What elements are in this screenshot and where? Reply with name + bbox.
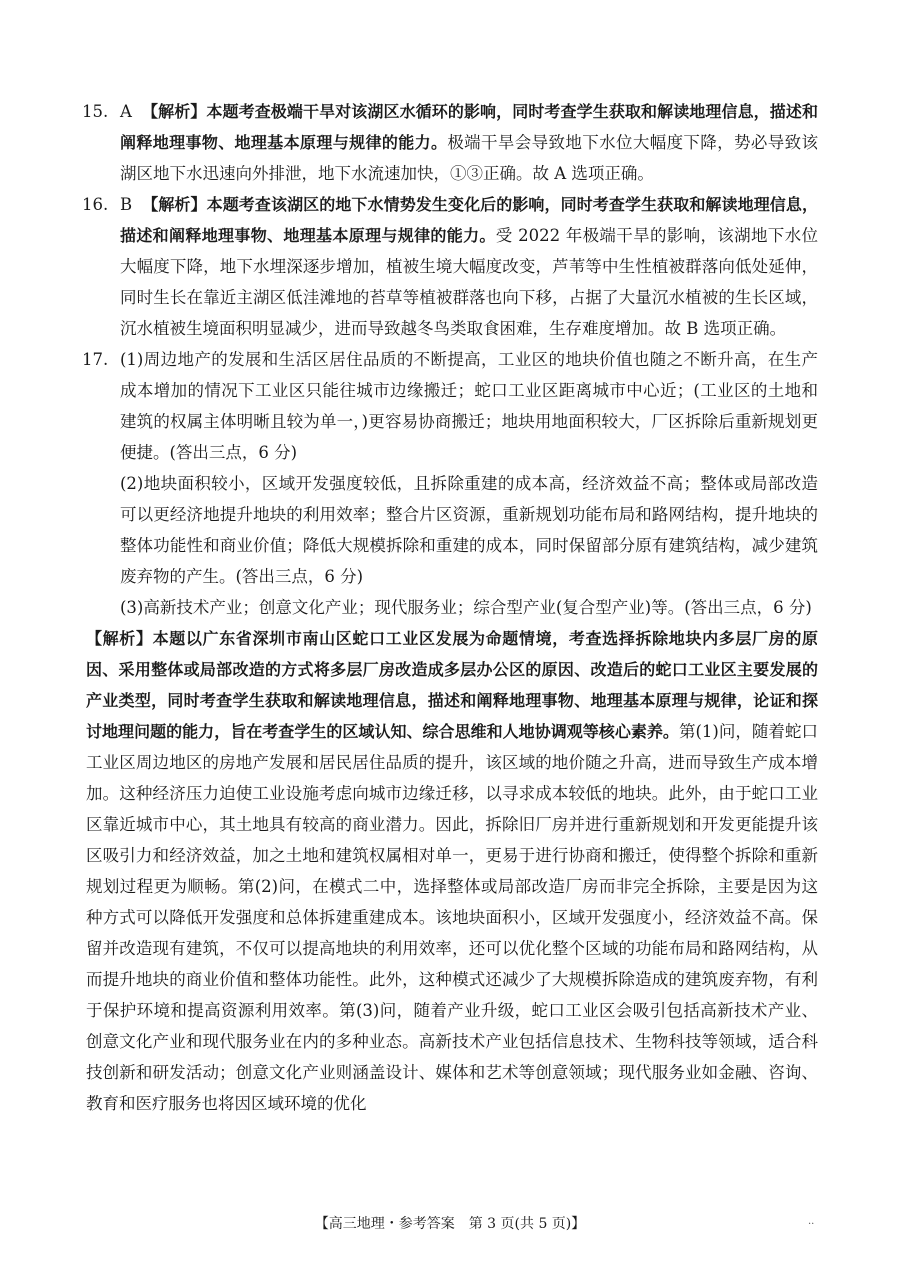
- question-15-explanation: [82, 96, 818, 189]
- question-17-part-1: [82, 344, 818, 468]
- answer-letter: B: [120, 195, 133, 214]
- analysis-tag: 【解析】: [142, 195, 207, 214]
- corner-mark: ..: [808, 1216, 815, 1227]
- analysis-bold-text: 本题考查极端干旱对该湖区水循环的影响，同时考查学生获取和解读地理信息，描述和阐释地理事物、地理基本原理与规律的能力。: [120, 102, 818, 152]
- answer-content: [82, 96, 818, 1119]
- question-17-part-2: (2)地块面积较小，区域开发强度较低，且拆除重建的成本高，经济效益不高；整体或局部改造可以更经济地提升地块的利用效率；整合片区资源，重新规划功能布局和路网结构，提升地块的整体功能性和商业价值；降低大规模拆除和重建的成本，同时保留部分原有建筑结构，减少建筑废弃物的产生。(答出三点，6 分): [120, 474, 818, 586]
- question-number: 16.: [82, 195, 109, 214]
- question-number: 17.: [82, 350, 109, 369]
- analysis-text: 极端干旱会导致地下水位大幅度下降，势必导致该湖区地下水迅速向外排泄，地下水流速加快，①③正确。故 A 选项正确。: [120, 133, 818, 183]
- question-17-explanation: [86, 623, 818, 1119]
- analysis-bold-text: 本题以广东省深圳市南山区蛇口工业区发展为命题情境，考查选择拆除地块内多层厂房的原因、采用整体或局部改造的方式将多层厂房改造成多层办公区的原因、改造后的蛇口工业区主要发展的产业类型，同时考查学生获取和解读地理信息，描述和阐释地理事物、地理基本原理与规律，论证和探讨地理问题的能力，旨在考查学生的区域认知、综合思维和人地协调观等核心素养。: [86, 629, 818, 741]
- analysis-tag: 【解析】: [141, 102, 207, 121]
- question-number: 15.: [82, 102, 109, 121]
- answer-letter: A: [120, 102, 132, 121]
- page-footer: 【高三地理・参考答案 第 3 页(共 5 页)】: [314, 1216, 586, 1232]
- analysis-text: 受 2022 年极端干旱的影响，该湖地下水位大幅度下降，地下水埋深逐步增加，植被生境大幅度改变，芦苇等中生性植被群落向低处延伸，同时生长在靠近主湖区低洼滩地的苔草等植被群落也向下移，占据了大量沉水植被的生长区域，沉水植被生境面积明显减少，进而导致越冬鸟类取食困难，生存难度增加。故 B 选项正确。: [120, 226, 818, 338]
- analysis-text: 第(1)问，随着蛇口工业区周边地区的房地产发展和居民居住品质的提升，该区域的地价随之升高，进而导致生产成本增加。这种经济压力迫使工业设施考虑向城市边缘迁移，以寻求成本较低的地块。此外，由于蛇口工业区靠近城市中心，其土地具有较高的商业潜力。因此，拆除旧厂房并进行重新规划和开发更能提升该区吸引力和经济效益，加之土地和建筑权属相对单一，更易于进行协商和搬迁，使得整个拆除和重新规划过程更为顺畅。第(2)问，在模式二中，选择整体或局部改造厂房而非完全拆除，主要是因为这种方式可以降低开发强度和总体拆建重建成本。该地块面积小，区域开发强度小，经济效益不高。保留并改造现有建筑，不仅可以提高地块的利用效率，还可以优化整个区域的功能布局和路网结构，从而提升地块的商业价值和整体功能性。此外，这种模式还减少了大规模拆除造成的建筑废弃物，有利于保护环境和提高资源利用效率。第(3)问，随着产业升级，蛇口工业区会吸引包括高新技术产业、创意文化产业和现代服务业在内的多种业态。高新技术产业包括信息技术、生物科技等领域，适合科技创新和研发活动；创意文化产业则涵盖设计、媒体和艺术等创意领域；现代服务业如金融、咨询、教育和医疗服务也将因区域环境的优化: [86, 722, 818, 1113]
- question-17-part-3: (3)高新技术产业；创意文化产业；现代服务业；综合型产业(复合型产业)等。(答出三点，6 分): [120, 598, 812, 617]
- answer-part-1: (1)周边地产的发展和生活区居住品质的不断提高，工业区的地块价值也随之不断升高，在生产成本增加的情况下工业区只能往城市边缘搬迁；蛇口工业区距离城市中心近；(工业区的土地和建筑的权属主体明晰且较为单一，)更容易协商搬迁；地块用地面积较大，厂区拆除后重新规划更便捷。(答出三点，6 分): [120, 350, 818, 462]
- question-16-explanation: [82, 189, 818, 344]
- analysis-tag: 【解析】: [86, 629, 153, 648]
- analysis-bold-text: 本题考查该湖区的地下水情势发生变化后的影响，同时考查学生获取和解读地理信息，描述和阐释地理事物、地理基本原理与规律的能力。: [120, 195, 818, 245]
